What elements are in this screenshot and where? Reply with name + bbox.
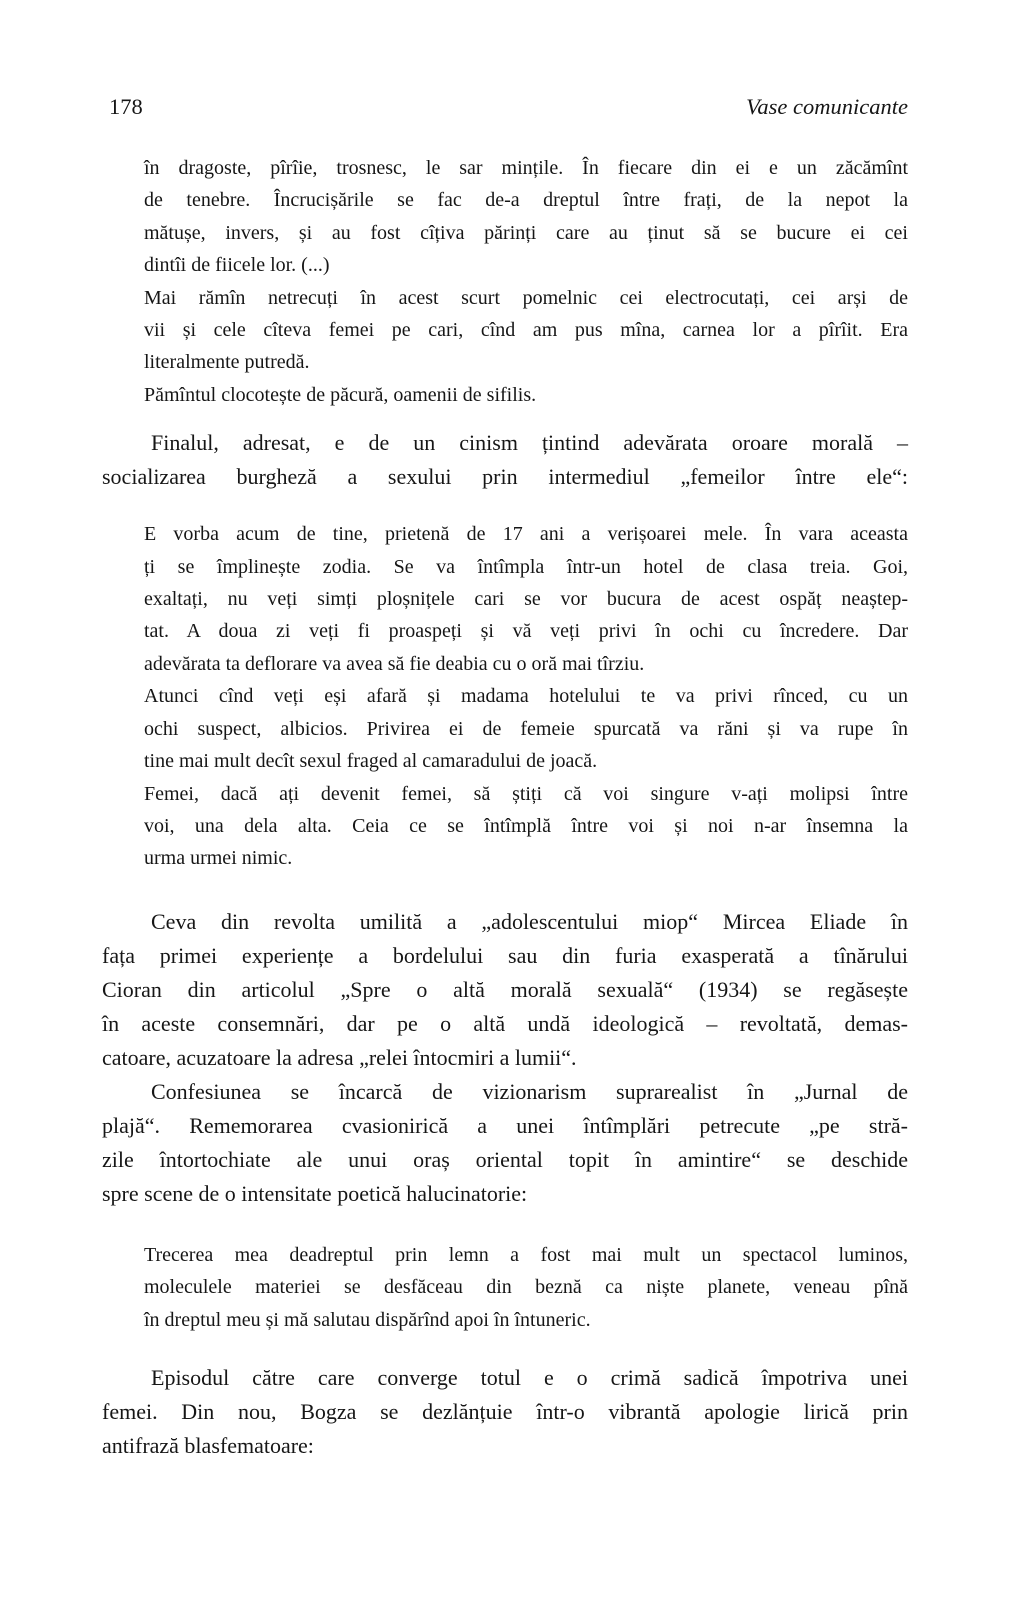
text-line: mătușe, invers, și au fost cîțiva părinți care au ținut să se bucure ei cei [144, 221, 908, 244]
text-line: antifrază blasfematoare: [102, 1432, 314, 1458]
body-paragraph [102, 905, 908, 1075]
text-line: plajă“. Rememorarea cvasionirică a unei întîmplări petrecute „pe stră- [102, 1112, 908, 1138]
running-title: Vase comunicante [746, 94, 908, 119]
text-line: literalmente putredă. [144, 351, 310, 374]
text-line: femei. Din nou, Bogza se dezlănțuie într-o vibrantă apologie lirică prin [102, 1398, 908, 1424]
text-line: dintîi de fiicele lor. (...) [144, 254, 330, 277]
text-line: tine mai mult decît sexul fraged al camaradului de joacă. [144, 750, 598, 773]
text-line: Trecerea mea deadreptul prin lemn a fost mai mult un spectacol luminos, [144, 1243, 908, 1266]
text-line: E vorba acum de tine, prietenă de 17 ani a verișoarei mele. În vara aceasta [144, 523, 908, 546]
text-line: socializarea burgheză a sexului prin intermediul „femeilor între ele“: [102, 464, 908, 490]
body-paragraph [102, 1075, 908, 1211]
text-line: catoare, acuzatoare la adresa „relei întocmiri a lumii“. [102, 1044, 577, 1070]
quote-paragraph [144, 680, 908, 777]
quote-paragraph [144, 152, 908, 282]
text-line: Pămîntul clocotește de păcură, oamenii de sifilis. [144, 383, 537, 406]
text-line: Mai rămîn netrecuți în acest scurt pomelnic cei electrocutați, cei arși de [144, 286, 908, 309]
text-line: voi, una dela alta. Ceia ce se întîmplă între voi și noi n-ar însemna la [144, 814, 908, 837]
text-line: Episodul către care converge totul e o crimă sadică împotriva unei [151, 1364, 908, 1390]
quote-paragraph [144, 282, 908, 379]
text-line: tat. A doua zi veți fi proaspeți și vă veți privi în ochi cu încredere. Dar [144, 620, 908, 643]
text-line: ți se împlinește zodia. Se va întîmpla într-un hotel de clasa treia. Goi, [144, 555, 908, 578]
quote-block [144, 518, 908, 874]
text-line: vii și cele cîteva femei pe cari, cînd am pus mîna, carnea lor a pîrîit. Era [144, 319, 908, 342]
text-line: fața primei experiențe a bordelului sau din furia exasperată a tînărului [102, 942, 908, 968]
text-line: urma urmei nimic. [144, 847, 293, 870]
quote-paragraph [144, 778, 908, 875]
text-line: Confesiunea se încarcă de vizionarism suprarealist în „Jurnal de [151, 1078, 908, 1104]
body-paragraph [102, 1361, 908, 1463]
body-paragraph [102, 426, 908, 494]
text-line: spre scene de o intensitate poetică halucinatorie: [102, 1180, 528, 1206]
text-line: Atunci cînd veți eși afară și madama hotelului te va privi rînced, cu un [144, 685, 908, 708]
page-number: 178 [109, 94, 143, 119]
quote-block [144, 1239, 908, 1336]
text-line: Ceva din revolta umilită a „adolescentului miop“ Mircea Eliade în [151, 908, 908, 934]
text-line: în aceste consemnări, dar pe o altă undă ideologică – revoltată, demas- [102, 1010, 908, 1036]
text-line: adevărata ta deflorare va avea să fie deabia cu o oră mai tîrziu. [144, 652, 645, 675]
text-line: zile întortochiate ale unui oraș oriental topit în amintire“ se deschide [102, 1146, 908, 1172]
quote-paragraph [144, 1239, 908, 1336]
quote-block [144, 152, 908, 411]
text-line: moleculele materiei se desfăceau din beznă ca niște planete, veneau pînă [144, 1276, 908, 1299]
quote-paragraph [144, 379, 908, 411]
text-line: de tenebre. Încrucișările se fac de-a dreptul între frați, de la nepot la [144, 189, 908, 212]
quote-paragraph [144, 518, 908, 680]
text-line: în dreptul meu și mă salutau dispărînd apoi în întuneric. [144, 1308, 591, 1331]
text-line: Finalul, adresat, e de un cinism țintind adevărata oroare morală – [151, 430, 908, 456]
text-line: exaltați, nu veți simți ploșnițele cari se vor bucura de acest ospăț neaștep- [144, 588, 908, 611]
text-line: Cioran din articolul „Spre o altă morală sexuală“ (1934) se regăsește [102, 976, 908, 1002]
page-content [102, 0, 908, 1463]
text-line: Femei, dacă ați devenit femei, să știți că voi singure v-ați molipsi între [144, 782, 908, 805]
text-line: ochi suspect, albicios. Privirea ei de femeie spurcată va răni și va rupe în [144, 717, 908, 740]
text-line: în dragoste, pîrîie, trosnesc, le sar mințile. În fiecare din ei e un zăcămînt [144, 157, 908, 179]
